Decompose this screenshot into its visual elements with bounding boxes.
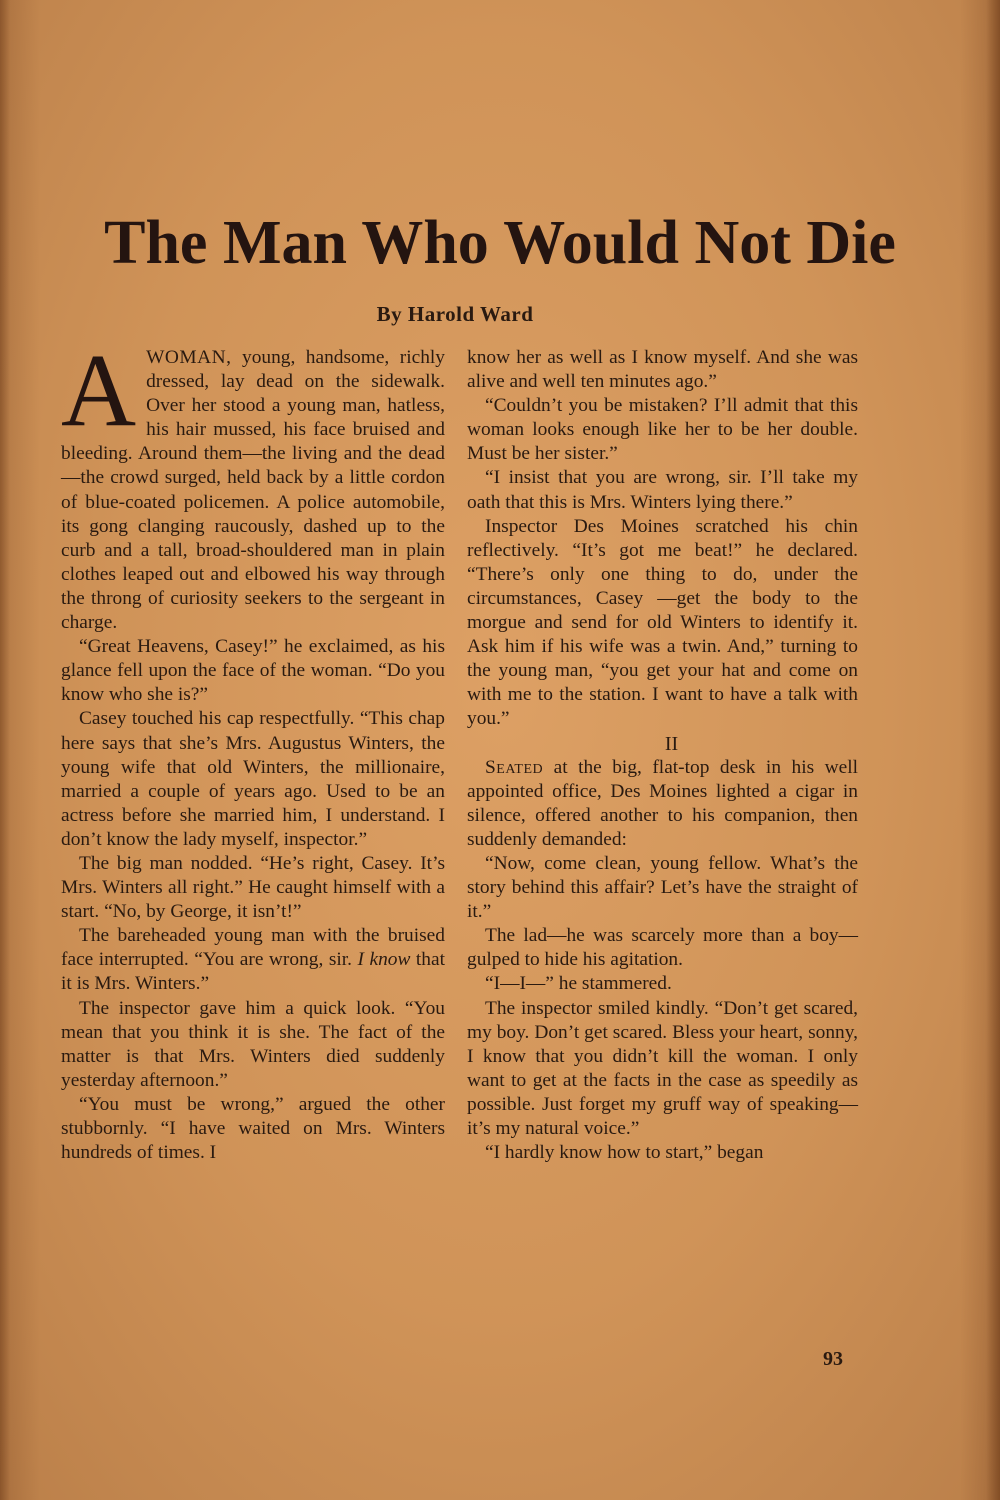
paragraph: “Great Heavens, Casey!” he exclaimed, as his glance fell upon the face of the woman. “Do you know who she is?” bbox=[61, 636, 445, 706]
section-number: II bbox=[664, 732, 679, 755]
right-column bbox=[467, 346, 858, 1165]
opening-text: young, handsome, richly dressed, lay dead on the sidewalk. Over her stood a young man, hatless, his hair mussed, his face bruised and bleeding. Around them—the living and the dead—the crowd surged, held back by a little cordon of blue-coated policemen. A police automobile, its gong clanging raucously, dashed up to the curb and a tall, broad-shouldered man in plain clothes leaped out and elbowed his way through the throng of curiosity seekers to the sergeant in charge. bbox=[61, 347, 445, 634]
emphasis-text: I know bbox=[357, 949, 411, 971]
paragraph-opening bbox=[61, 333, 445, 635]
paragraph bbox=[467, 756, 858, 852]
paragraph: “I insist that you are wrong, sir. I’ll take my oath that this is Mrs. Winters lying there.” bbox=[467, 467, 858, 513]
paragraph-text: that it is Mrs. Winters.” bbox=[61, 949, 445, 995]
paragraph: The big man nodded. “He’s right, Casey. It’s Mrs. Winters all right.” He caught himself with a start. “No, by George, it isn’t!” bbox=[61, 852, 445, 923]
paragraph bbox=[61, 924, 445, 996]
article-byline: By Harold Ward bbox=[376, 302, 534, 326]
paragraph: “You must be wrong,” argued the other stubbornly. “I have waited on Mrs. Winters hundreds of times. I bbox=[61, 1093, 445, 1164]
paragraph: Inspector Des Moines scratched his chin reflectively. “It’s got me beat!” he declared. “There’s only one thing to do, under the circumstances, Casey —get the body to the morgue and send for old Winters to identify it. Ask him if his wife was a twin. And,” turning to the young man, “you get your hat and come on with me to the station. I want to have a talk with you.” bbox=[467, 515, 858, 730]
paragraph: “Now, come clean, young fellow. What’s the story behind this affair? Let’s have the straight of it.” bbox=[467, 852, 858, 923]
paragraph-continued: know her as well as I know myself. And she was alive and well ten minutes ago.” bbox=[467, 347, 858, 393]
article-title: The Man Who Would Not Die bbox=[104, 209, 896, 277]
paragraph-text: The bareheaded young man with the bruised face interrupted. “You are wrong, sir. bbox=[61, 925, 445, 971]
paragraph-text: at the big, flat-top desk in his well appointed office, Des Moines lighted a cigar in silence, offered another to his companion, then suddenly demanded: bbox=[467, 756, 858, 850]
paragraph: The lad—he was scarcely more than a boy—gulped to hide his agitation. bbox=[467, 925, 858, 971]
paragraph: “Couldn’t you be mistaken? I’ll admit that this woman looks enough like her to be her double. Must be her sister.” bbox=[467, 395, 858, 465]
paragraph: The inspector smiled kindly. “Don’t get scared, my boy. Don’t get scared. Bless your heart, sonny, I know that you didn’t kill the woman. I only want to get at the facts in the case as speedily as possible. Just forget my gruff way of speaking—it’s my natural voice.” bbox=[467, 997, 858, 1139]
left-column bbox=[61, 333, 445, 1165]
paragraph: The inspector gave him a quick look. “You mean that you think it is she. The fact of the matter is that Mrs. Winters died suddenly yesterday afternoon.” bbox=[61, 997, 445, 1091]
section-lead-word: Seated bbox=[485, 756, 544, 778]
paragraph: “I hardly know how to start,” began bbox=[485, 1142, 764, 1164]
opening-word: WOMAN, bbox=[146, 347, 232, 368]
paragraph: “I—I—” he stammered. bbox=[485, 973, 672, 995]
drop-cap: A bbox=[61, 333, 137, 448]
page-number: 93 bbox=[823, 1348, 843, 1370]
paragraph: Casey touched his cap respectfully. “This chap here says that she’s Mrs. Augustus Winters, the young wife that old Winters, the millionaire, married a couple of years ago. Used to be an actress before she married him, I understand. I don’t know the lady myself, inspector.” bbox=[61, 708, 445, 850]
